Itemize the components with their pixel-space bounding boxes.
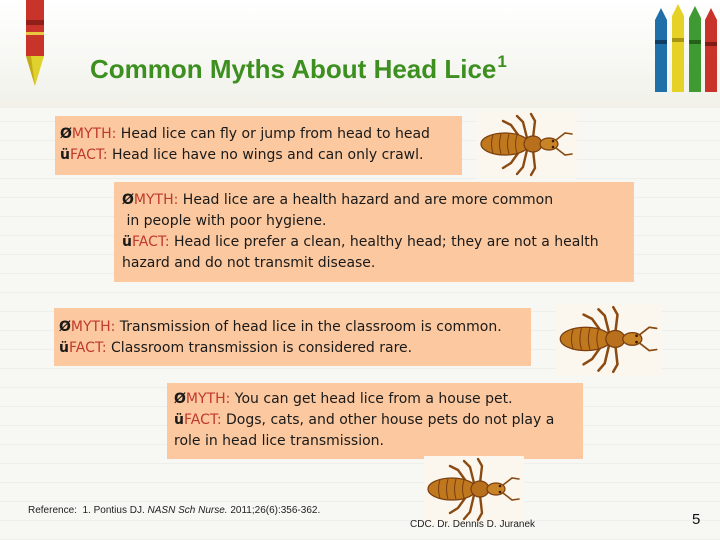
crayons-icon: [645, 0, 720, 96]
reference-author: 1. Pontius DJ.: [82, 505, 145, 516]
arrow-bullet-icon: Ø: [60, 126, 72, 142]
page-title: [90, 52, 507, 85]
title-text: Common Myths About Head Lice: [90, 54, 497, 84]
fact-text-continued: hazard and do not transmit disease.: [122, 255, 376, 271]
myth-continuation: [122, 211, 634, 232]
reference-citation: [28, 505, 320, 516]
fact-line: [59, 338, 531, 359]
arrow-bullet-icon: Ø: [122, 192, 134, 208]
head-louse-icon: [468, 111, 586, 179]
myth-label: MYTH:: [70, 319, 116, 335]
arrow-bullet-icon: Ø: [174, 391, 186, 407]
myth-text: Head lice are a health hazard and are more common: [182, 192, 554, 208]
image-credit: CDC. Dr. Dennis D. Juranek: [410, 519, 536, 530]
fact-continuation: [174, 431, 583, 452]
checkmark-bullet-icon: ü: [174, 412, 184, 428]
myth-text-continued: in people with poor hygiene.: [126, 213, 327, 229]
myth-fact-box-2: [114, 182, 634, 282]
head-louse-icon: [415, 456, 533, 524]
fact-label: FACT:: [68, 340, 107, 356]
fact-text: Classroom transmission is considered rare.: [111, 340, 413, 356]
myth-fact-box-1: [55, 116, 462, 175]
reference-details: 2011;26(6):356-362.: [230, 505, 321, 516]
fact-text: Head lice prefer a clean, healthy head; they are not a health: [174, 234, 599, 250]
fact-line: [174, 410, 583, 431]
myth-label: MYTH:: [133, 192, 179, 208]
checkmark-bullet-icon: ü: [59, 340, 69, 356]
checkmark-bullet-icon: ü: [122, 234, 132, 250]
myth-line: [59, 317, 531, 338]
fact-text: Head lice have no wings and can only crawl.: [112, 147, 424, 163]
fact-text: Dogs, cats, and other house pets do not play a: [226, 412, 555, 428]
fact-label: FACT:: [183, 412, 222, 428]
myth-label: MYTH:: [185, 391, 231, 407]
myth-text: Head lice can fly or jump from head to head: [120, 126, 430, 142]
reference-label: Reference:: [28, 505, 77, 516]
reference-journal: NASN Sch Nurse.: [147, 505, 228, 516]
myth-line: [60, 124, 462, 145]
myth-fact-box-4: [167, 383, 583, 459]
myth-line: [122, 190, 634, 211]
checkmark-bullet-icon: ü: [60, 147, 70, 163]
fact-line: [60, 145, 462, 166]
fact-continuation: [122, 253, 634, 274]
slide-number: 5: [692, 511, 701, 528]
crayon-icon: [20, 0, 54, 94]
myth-line: [174, 389, 583, 410]
fact-line: [122, 232, 634, 253]
myth-label: MYTH:: [71, 126, 117, 142]
myth-fact-box-3: [54, 308, 531, 366]
myth-text: Transmission of head lice in the classroom is common.: [119, 319, 502, 335]
title-footnote-marker: 1: [497, 52, 507, 71]
fact-label: FACT:: [131, 234, 170, 250]
fact-text-continued: role in head lice transmission.: [174, 433, 385, 449]
fact-label: FACT:: [69, 147, 108, 163]
head-louse-icon: [545, 304, 673, 376]
arrow-bullet-icon: Ø: [59, 319, 71, 335]
myth-text: You can get head lice from a house pet.: [234, 391, 513, 407]
